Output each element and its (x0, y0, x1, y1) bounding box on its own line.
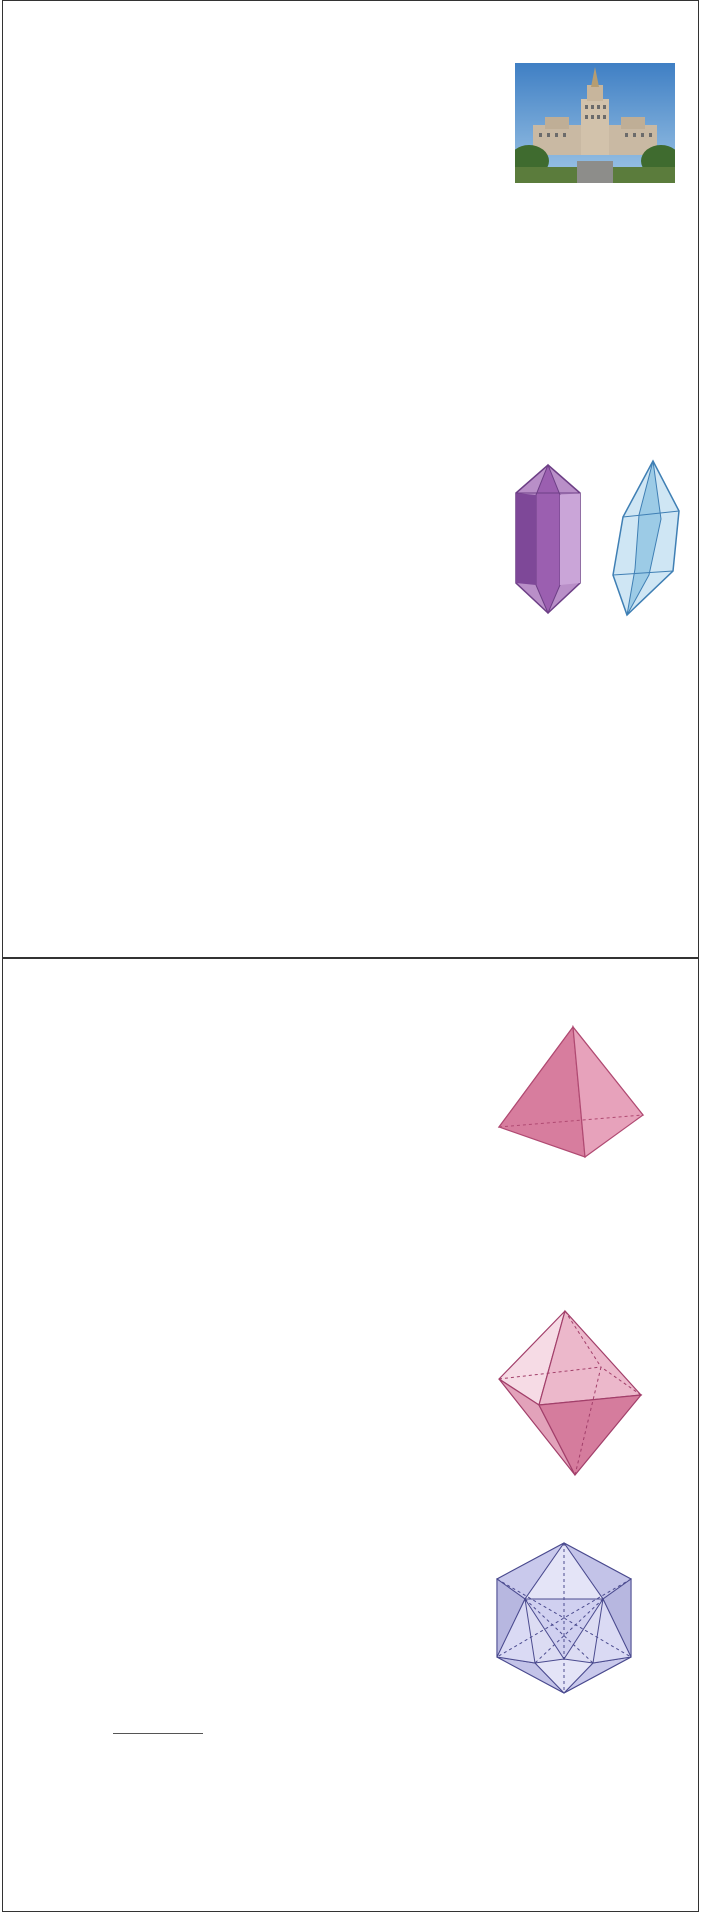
section-heading (115, 701, 120, 721)
fig87-purple-crystal (508, 463, 588, 615)
page-77 (2, 958, 699, 1912)
fig88-tetrahedron (493, 1023, 653, 1163)
page76-folio (466, 877, 476, 901)
footnote-rule (113, 1733, 203, 1734)
fig86-university-photo (515, 63, 675, 183)
fig87-blue-crystal (609, 459, 681, 619)
fig90-icosahedron (485, 1539, 643, 1697)
page-76 (2, 0, 699, 958)
fig89-octahedron (491, 1309, 651, 1479)
page77-folio (441, 1832, 451, 1856)
